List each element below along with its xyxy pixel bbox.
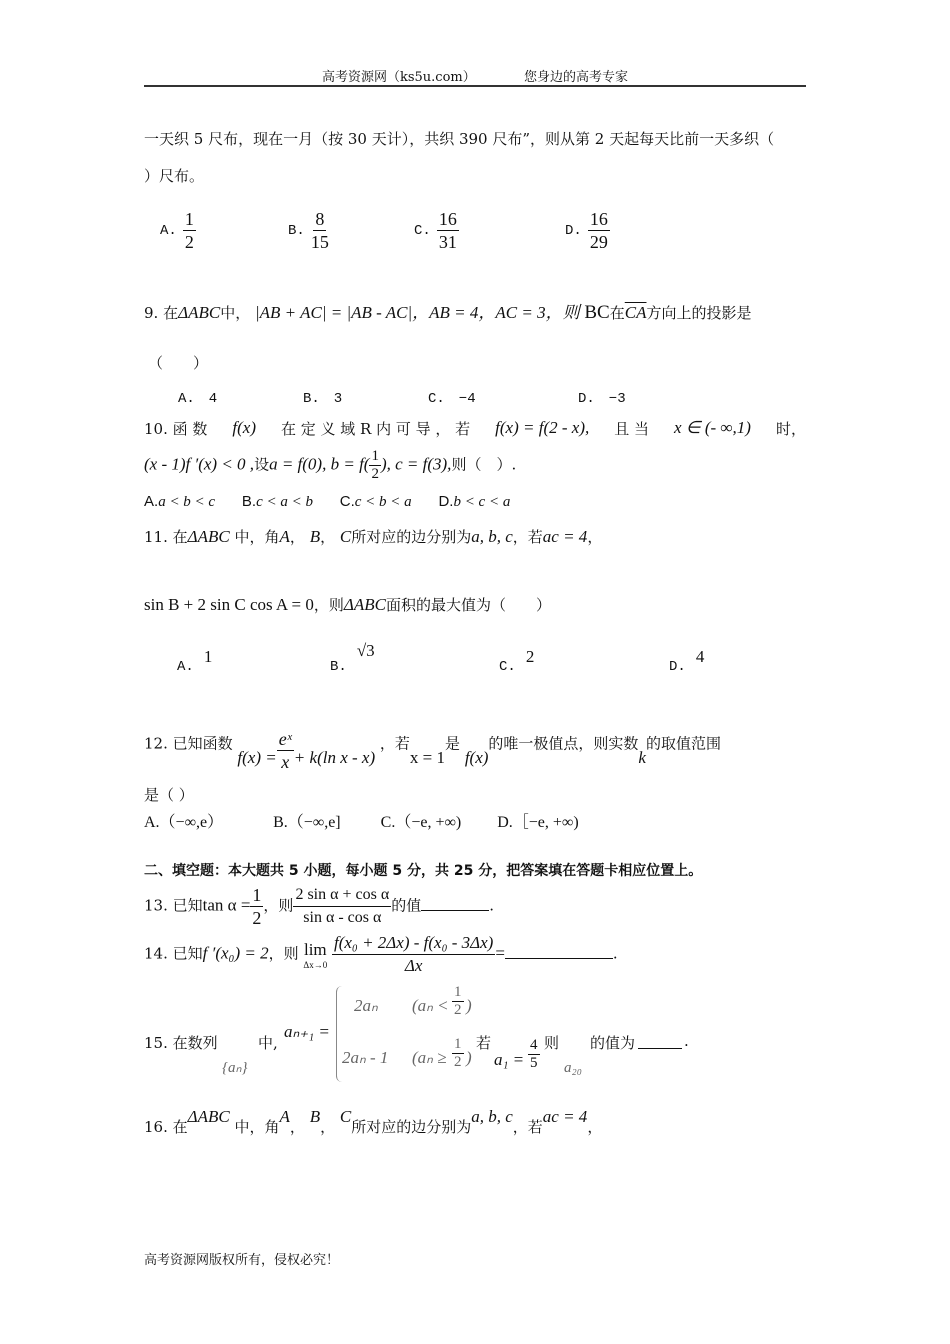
q11-line1: 11. 在ΔABC 中，角A， B， C所对应的边分别为a, b, c，若ac = 4，: [144, 527, 603, 546]
q8-option-a: A. $\frac{1}{2}$: [160, 209, 194, 252]
page-header: [0, 66, 950, 85]
q12-line2: 是（ ）: [144, 786, 194, 804]
q11-line2: sin B + 2 sin C cos A = 0，则ΔABC面积的最大值为（ ）: [144, 595, 551, 614]
q8-line2: ）尺布。: [144, 167, 205, 185]
q16: 16. 在ΔABC 中，角A， B， C所对应的边分别为a, b, c，若ac = 4，: [144, 1107, 603, 1136]
q9-option-d: D. −3: [578, 391, 626, 407]
q10-options: A.a < b < c B.c < a < b C.c < b < a D.b < c < a: [144, 493, 511, 510]
q15: 15. 在数列 {aₙ} 中, aₙ₊₁ = 2aₙ (aₙ < $\frac{1}{2}$ ) 2aₙ - 1 (aₙ ≥ $\frac{1}{2}$ ) 若 a₁ = $\frac{4}{5}$ 则 a₂₀ 的值为 .: [144, 982, 744, 1082]
section-fill-in-heading: 二、填空题：本大题共 5 小题，每小题 5 分，共 25 分，把答案填在答题卡相应位置上。: [144, 863, 703, 879]
q12-line1: 12. 已知函数 f(x) = $\frac{\text{eˣ}}{x}$ + k(ln x - x) ，若x = 1是 f(x)的唯一极值点，则实数k的取值范围: [144, 729, 721, 772]
q11-option-c: C.2: [499, 647, 535, 675]
q8-line1: 一天织 5 尺布，现在一月（按 30 天计），共织 390 尺布”，则从第 2 天起每天比前一天多织（: [144, 130, 775, 148]
q8-option-b: B. $\frac{8}{15}$: [288, 209, 329, 252]
q8-option-d: D. $\frac{16}{29}$: [565, 209, 608, 252]
page-footer: 高考资源网版权所有，侵权必究！: [144, 1253, 340, 1268]
q13: 13. 已知tan α = $\frac{1}{2}$ ，则 $\frac{\text{2 sin α + cos α}}{\text{sin α - cos α}}$ 的值 .: [144, 885, 495, 928]
header-slogan: 您身边的高考专家: [524, 70, 629, 85]
q9-option-c: C. −4: [428, 391, 476, 407]
q9-stem: 9. 在ΔABC中， |AB + AC| = |AB - AC|，AB = 4，AC = 3，则 BC在$\overline{CA}$方向上的投影是: [144, 302, 752, 323]
q8-option-c: C. $\frac{16}{31}$: [414, 209, 457, 252]
q14: 14. 已知f ′(x₀) = 2，则 lim Δx→0 $\frac{\text{f(x₀ + 2Δx) - f(x₀ - 3Δx)}}{\Delta x}$ = .: [144, 933, 618, 975]
q10-line2: (x - 1)f ′(x) < 0 ,设a = f(0), b = f( $\frac{1}{2}$ ), c = f(3),则（ ）.: [144, 448, 517, 482]
q10-line1: 10. 函 数 f(x) 在 定 义 域 R 内 可 导 ， 若 f(x) = f(2 - x), 且 当 x ∈ (- ∞,1) 时，: [144, 418, 806, 438]
header-site: 高考资源网（ks5u.com）: [321, 70, 476, 85]
q9-answer-paren: （ ）: [148, 354, 209, 372]
q11-option-a: A.1: [177, 647, 213, 675]
q11-option-d: D.4: [669, 647, 705, 675]
q9-option-a: A. 4: [178, 391, 218, 407]
q12-options: A.（−∞,e） B.（−∞,e] C.（−e, +∞) D.［−e, +∞): [144, 814, 579, 831]
q9-option-b: B. 3: [303, 391, 343, 407]
q11-option-b: B.√3: [330, 641, 375, 675]
header-divider: [144, 85, 806, 87]
